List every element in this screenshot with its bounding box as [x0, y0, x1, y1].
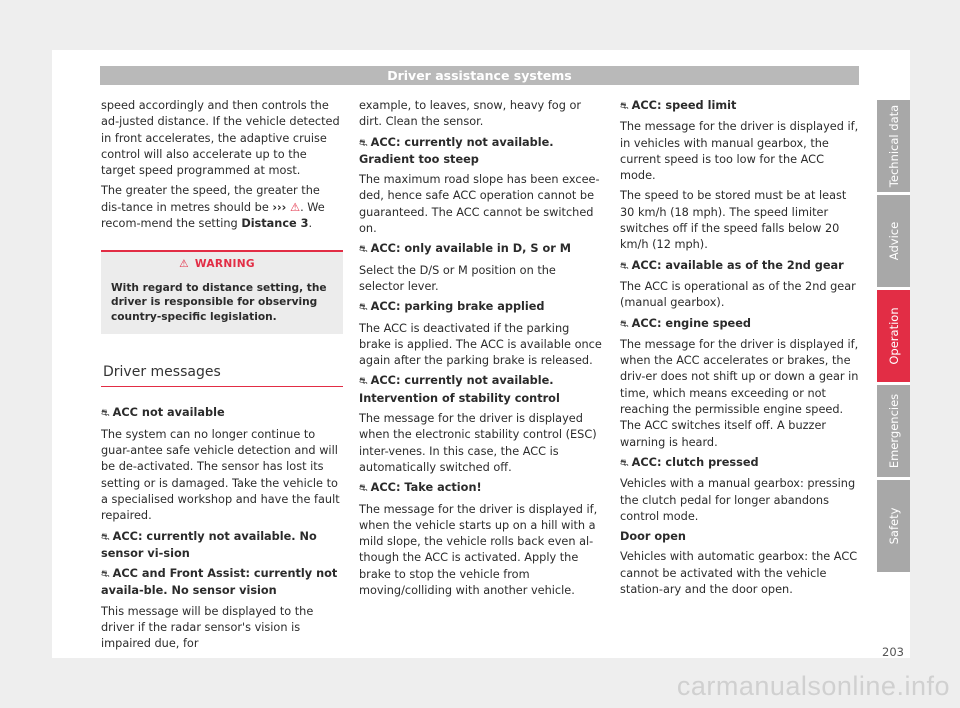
tab-operation[interactable]: Operation [877, 290, 910, 382]
column-1 [101, 98, 343, 657]
acc-car-icon: ⛐ [620, 101, 629, 112]
message-heading: ⛐ ACC: currently not available. Intervention of stability control [359, 374, 560, 405]
acc-car-icon: ⛐ [101, 531, 110, 543]
acc-car-icon: ⛐ [359, 376, 368, 388]
warning-triangle-icon: ⚠ [289, 200, 301, 214]
paragraph: example, to leaves, snow, heavy fog or dirt. Clean the sensor. [359, 99, 582, 129]
acc-car-icon: ⛐ [620, 260, 629, 272]
warning-triangle-icon: ⚠ [179, 258, 189, 271]
message-heading: ⛐ ACC: currently not available. Gradient too steep [359, 135, 554, 166]
tab-technical-data[interactable]: Technical data [877, 100, 910, 192]
section-title: Driver messages [101, 364, 343, 387]
message-text: The system can no longer continue to guar-antee safe vehicle detection and will be de-activated. The sensor has lost its setting or is damaged. Take the vehicle to a specialised workshop and have the fault repaired. [101, 427, 340, 523]
column-3 [620, 98, 862, 602]
chapter-tabs [877, 100, 910, 575]
warning-title: ⚠ WARNING [179, 258, 255, 271]
acc-car-icon: ⛐ [359, 244, 368, 256]
message-heading: ⛐ ACC: parking brake applied [359, 300, 545, 314]
message-text: Vehicles with a manual gearbox: pressing the clutch pedal for longer abandons control mode. [620, 477, 856, 523]
message-heading: ⛐ ACC: speed limit [620, 99, 737, 112]
acc-car-icon: ⛐ [101, 408, 110, 420]
message-text: This message will be displayed to the driver if the radar sensor's vision is impaired due, for [101, 604, 314, 651]
message-heading: ⛐ ACC: available as of the 2nd gear [620, 258, 844, 272]
message-text: The message for the driver is displayed if, when the ACC accelerates or brakes, the driv-er does not shift up or down a gear in time, which means exceeding or not reaching the permissible engine speed. The ACC switches itself off. A buzzer warning is heard. [620, 337, 859, 449]
message-heading: ⛐ ACC: currently not available. No sensor vi-sion [101, 529, 317, 560]
paragraph: The greater the speed, the greater the dis-tance in metres should be ››› ⚠. We recom-mend the setting Distance 3. [101, 184, 325, 231]
warning-text: With regard to distance setting, the driver is responsible for observing country-specific legislation. [111, 281, 327, 323]
message-heading: ⛐ ACC and Front Assist: currently not availa-ble. No sensor vision [101, 567, 338, 598]
tab-emergencies[interactable]: Emergencies [877, 385, 910, 477]
message-text: The ACC is deactivated if the parking brake is applied. The ACC is available once again after the parking brake is released. [359, 321, 602, 368]
message-heading: ⛐ ACC: clutch pressed [620, 455, 759, 469]
acc-car-icon: ⛐ [620, 318, 629, 330]
message-text: The speed to be stored must be at least 30 km/h (18 mph). The speed limiter switches off if the speed falls below 20 km/h (12 mph). [620, 189, 847, 252]
message-heading: ⛐ ACC: only available in D, S or M [359, 242, 571, 256]
message-text: The maximum road slope has been excee-ded, hence safe ACC operation cannot be guaranteed. The ACC cannot be switched on. [359, 173, 600, 236]
see-reference-arrow[interactable]: ››› [272, 200, 287, 214]
acc-car-icon: ⛐ [101, 569, 110, 581]
message-heading: ⛐ ACC: Take action! [359, 481, 482, 495]
watermark: carmanualsonline.info [676, 671, 950, 701]
tab-advice[interactable]: Advice [877, 195, 910, 287]
message-text: Vehicles with automatic gearbox: the ACC cannot be activated with the vehicle station-ary and the door open. [620, 550, 858, 597]
paragraph: speed accordingly and then controls the ad-justed distance. If the vehicle detected in front accelerates, the adaptive cruise control will also accelerate up to the target speed programmed at most. [101, 99, 340, 178]
message-text: The ACC is operational as of the 2nd gear (manual gearbox). [620, 279, 856, 310]
message-text: Select the D/S or M position on the selector lever. [359, 263, 556, 293]
page-number: 203 [882, 645, 904, 659]
tab-safety[interactable]: Safety [877, 480, 910, 572]
acc-car-icon: ⛐ [359, 137, 368, 149]
message-text: The message for the driver is displayed if, when the vehicle starts up on a hill with a mild slope, the vehicle rolls back even al-though the ACC is activated. Apply the brake to stop the vehicle from moving/colliding with another vehicle. [359, 502, 598, 598]
warning-box [101, 250, 343, 334]
page-header: Driver assistance systems [100, 66, 859, 85]
message-heading: Door open [620, 530, 686, 544]
column-2 [359, 98, 602, 603]
message-text: The message for the driver is displayed when the electronic stability control (ESC) inter-venes. In this case, the ACC is automatically switched off. [359, 412, 597, 474]
acc-car-icon: ⛐ [620, 457, 629, 469]
message-text: The message for the driver is displayed if, in vehicles with manual gearbox, the current speed is too low for the ACC mode. [620, 120, 859, 183]
acc-car-icon: ⛐ [359, 302, 368, 314]
acc-car-icon: ⛐ [359, 483, 368, 495]
message-heading: ⛐ ACC not available [101, 406, 225, 420]
message-heading: ⛐ ACC: engine speed [620, 316, 751, 330]
